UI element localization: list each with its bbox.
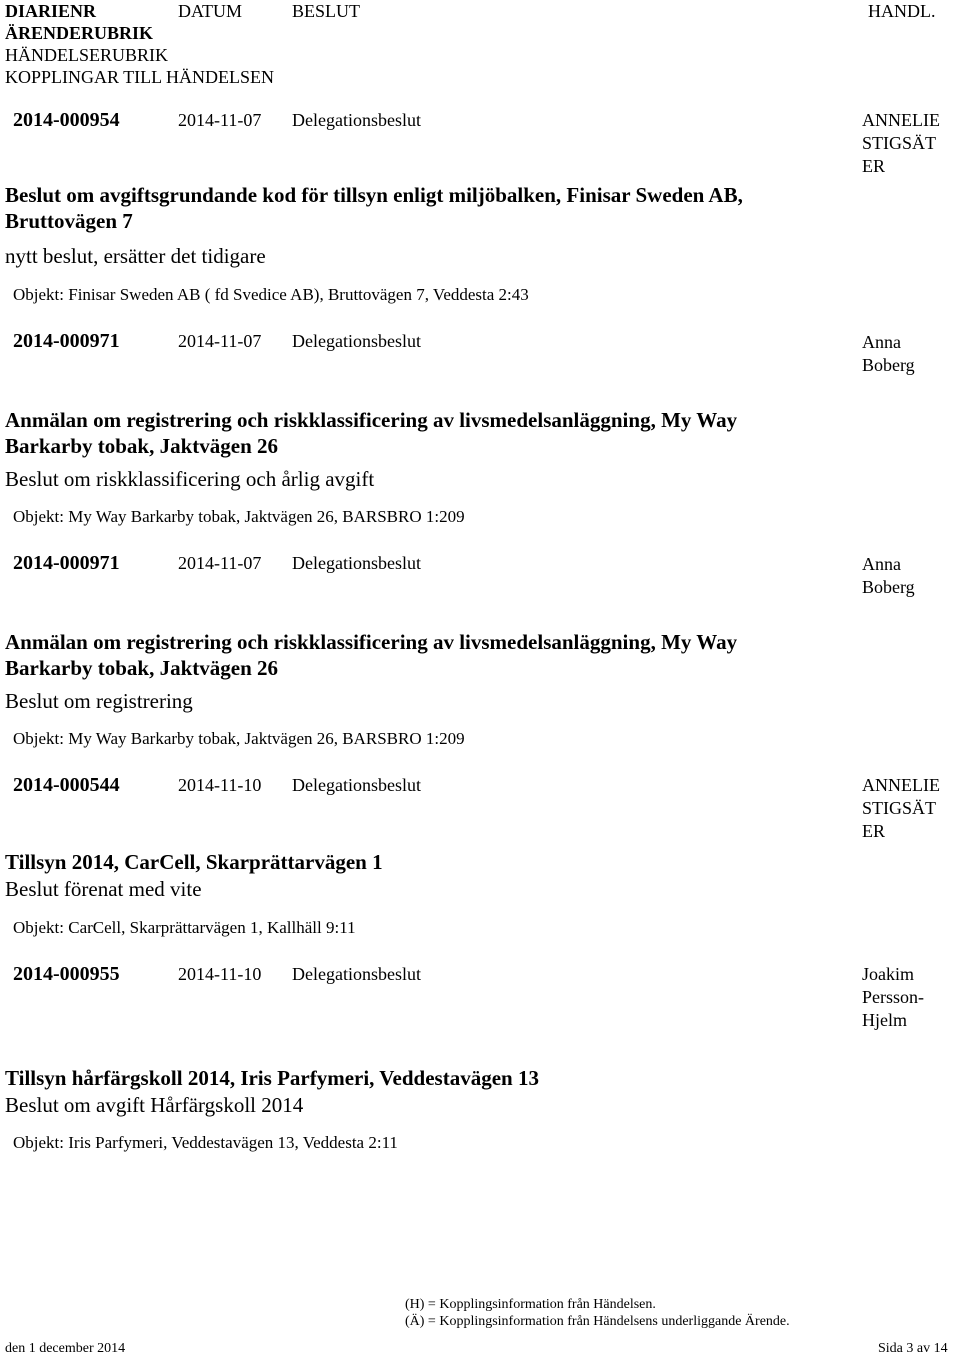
object-info: Objekt: Iris Parfymeri, Veddestavägen 13, Veddesta 2:11 bbox=[13, 1133, 398, 1152]
footer-page-number: Sida 3 av 14 bbox=[878, 1341, 948, 1356]
case-title: Anmälan om registrering och riskklassificering av livsmedelsanläggning, My Way bbox=[5, 630, 738, 654]
case-date: 2014-11-07 bbox=[178, 110, 262, 130]
decision-type: Delegationsbeslut bbox=[292, 331, 421, 351]
case-date: 2014-11-07 bbox=[178, 553, 262, 573]
object-info: Objekt: CarCell, Skarprättarvägen 1, Kallhäll 9:11 bbox=[13, 918, 356, 937]
case-number: 2014-000955 bbox=[13, 963, 120, 985]
object-info: Objekt: My Way Barkarby tobak, Jaktvägen 26, BARSBRO 1:209 bbox=[13, 729, 465, 748]
header-kopplingar: KOPPLINGAR TILL HÄNDELSEN bbox=[5, 67, 274, 87]
decision-type: Delegationsbeslut bbox=[292, 775, 421, 795]
footnote-a: (Ä) = Kopplingsinformation från Händelsens underliggande Ärende. bbox=[405, 1314, 790, 1329]
event-description: Beslut om riskklassificering och årlig avgift bbox=[5, 467, 375, 491]
event-description: Beslut om registrering bbox=[5, 689, 193, 713]
decision-type: Delegationsbeslut bbox=[292, 964, 421, 984]
case-title: Anmälan om registrering och riskklassificering av livsmedelsanläggning, My Way bbox=[5, 408, 738, 432]
case-title: Tillsyn 2014, CarCell, Skarprättarvägen 1 bbox=[5, 850, 383, 874]
header-diarienr: DIARIENR bbox=[5, 1, 97, 21]
object-info: Objekt: Finisar Sweden AB ( fd Svedice AB), Bruttovägen 7, Veddesta 2:43 bbox=[13, 285, 529, 304]
case-title: Tillsyn hårfärgskoll 2014, Iris Parfymeri, Veddestavägen 13 bbox=[5, 1066, 539, 1090]
handler-name: Anna Boberg bbox=[862, 332, 915, 375]
footer-date: den 1 december 2014 bbox=[5, 1341, 126, 1356]
event-description: Beslut förenat med vite bbox=[5, 877, 202, 901]
handler-name: Joakim Persson- Hjelm bbox=[862, 964, 924, 1030]
case-number: 2014-000954 bbox=[13, 109, 120, 131]
case-title-cont: Barkarby tobak, Jaktvägen 26 bbox=[5, 434, 279, 458]
case-title-cont: Bruttovägen 7 bbox=[5, 209, 133, 233]
case-number: 2014-000544 bbox=[13, 774, 120, 796]
case-number: 2014-000971 bbox=[13, 552, 120, 574]
event-description: nytt beslut, ersätter det tidigare bbox=[5, 244, 266, 268]
handler-name: ANNELIE STIGSÄT ER bbox=[862, 110, 940, 176]
handler-name: Anna Boberg bbox=[862, 554, 915, 597]
event-description: Beslut om avgift Hårfärgskoll 2014 bbox=[5, 1093, 304, 1117]
decision-type: Delegationsbeslut bbox=[292, 110, 421, 130]
case-date: 2014-11-10 bbox=[178, 775, 262, 795]
header-beslut: BESLUT bbox=[292, 1, 361, 21]
case-title: Beslut om avgiftsgrundande kod för tillsyn enligt miljöbalken, Finisar Sweden AB, bbox=[5, 183, 743, 207]
case-number: 2014-000971 bbox=[13, 330, 120, 352]
header-handl: HANDL. bbox=[868, 1, 936, 21]
footnote-h: (H) = Kopplingsinformation från Händelsen. bbox=[405, 1297, 656, 1312]
decision-type: Delegationsbeslut bbox=[292, 553, 421, 573]
case-date: 2014-11-10 bbox=[178, 964, 262, 984]
handler-name: ANNELIE STIGSÄT ER bbox=[862, 775, 940, 841]
object-info: Objekt: My Way Barkarby tobak, Jaktvägen 26, BARSBRO 1:209 bbox=[13, 507, 465, 526]
header-arenderubrik: ÄRENDERUBRIK bbox=[5, 23, 154, 43]
header-datum: DATUM bbox=[178, 1, 243, 21]
header-handelserubrik: HÄNDELSERUBRIK bbox=[5, 45, 169, 65]
case-title-cont: Barkarby tobak, Jaktvägen 26 bbox=[5, 656, 279, 680]
case-date: 2014-11-07 bbox=[178, 331, 262, 351]
